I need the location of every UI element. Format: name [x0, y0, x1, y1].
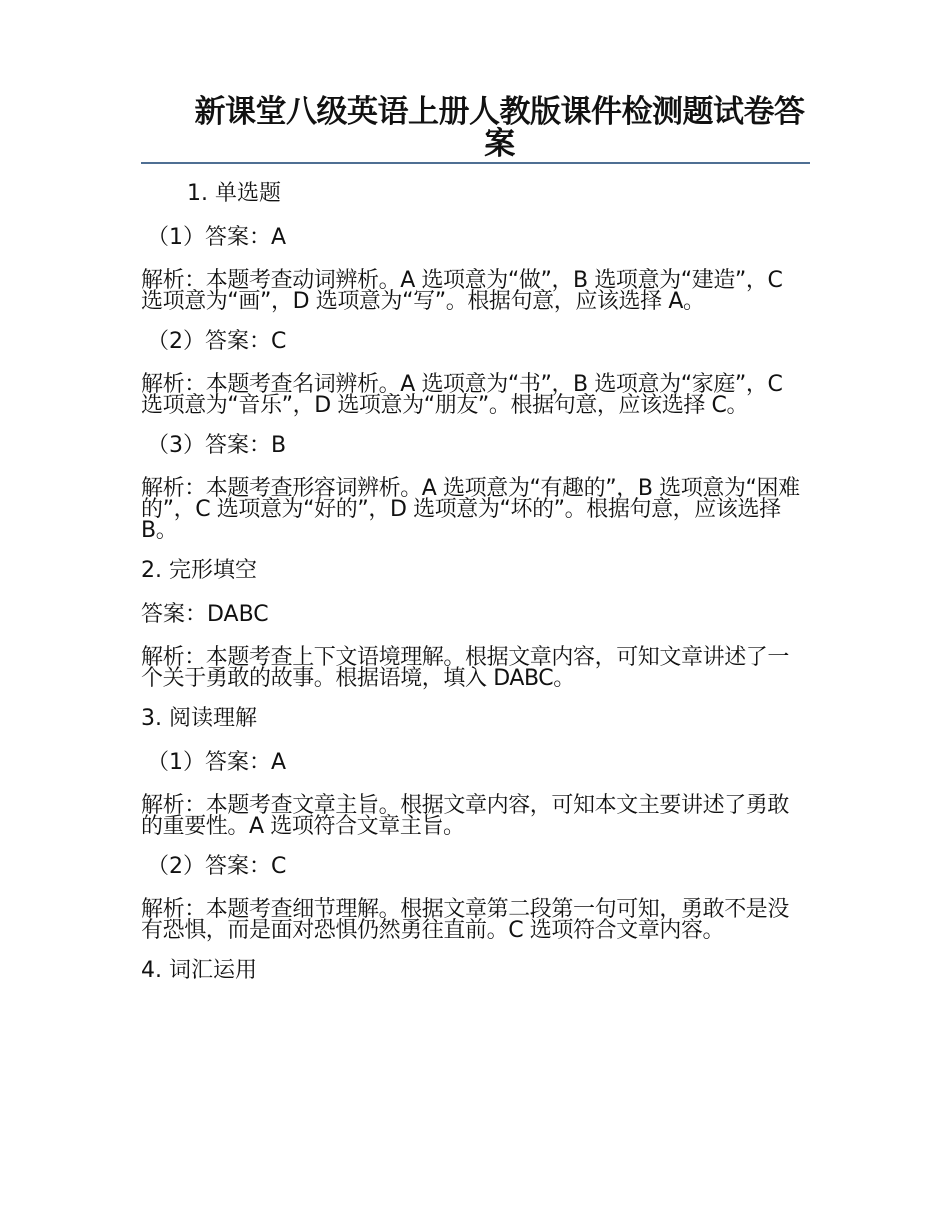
- answer-line: （1）答案：A: [147, 225, 287, 250]
- section-heading-vocabulary: 4. 词汇运用: [141, 958, 257, 983]
- section-heading-cloze: 2. 完形填空: [141, 558, 257, 583]
- section-heading-single-choice: 1. 单选题: [187, 181, 281, 206]
- title-underline: [141, 162, 810, 164]
- analysis-paragraph: 解析：本题考查名词辨析。A 选项意为“书”，B 选项意为“家庭”，C 选项意为“音乐”，D 选项意为“朋友”。根据句意，应该选择 C。: [141, 372, 783, 418]
- answer-line: （2）答案：C: [147, 329, 287, 354]
- document-page: [141, 96, 810, 985]
- analysis-paragraph: 解析：本题考查动词辨析。A 选项意为“做”，B 选项意为“建造”，C 选项意为“画”，D 选项意为“写”。根据句意，应该选择 A。: [141, 268, 783, 314]
- analysis-paragraph: 解析：本题考查文章主旨。根据文章内容，可知本文主要讲述了勇敢的重要性。A 选项符合文章主旨。: [141, 793, 790, 839]
- analysis-paragraph: 解析：本题考查上下文语境理解。根据文章内容，可知文章讲述了一个关于勇敢的故事。根据语境，填入 DABC。: [141, 645, 790, 691]
- document-title: 新课堂八级英语上册人教版课件检测题试卷答案: [194, 94, 805, 162]
- answer-line: 答案：DABC: [141, 602, 269, 627]
- answer-line: （1）答案：A: [147, 750, 287, 775]
- analysis-paragraph: 解析：本题考查细节理解。根据文章第二段第一句可知，勇敢不是没有恐惧，而是面对恐惧仍然勇往直前。C 选项符合文章内容。: [141, 897, 790, 943]
- section-heading-reading: 3. 阅读理解: [141, 706, 257, 731]
- answer-line: （3）答案：B: [147, 433, 287, 458]
- answer-line: （2）答案：C: [147, 854, 287, 879]
- analysis-paragraph: 解析：本题考查形容词辨析。A 选项意为“有趣的”，B 选项意为“困难的”，C 选项意为“好的”，D 选项意为“坏的”。根据句意，应该选择 B。: [141, 476, 800, 543]
